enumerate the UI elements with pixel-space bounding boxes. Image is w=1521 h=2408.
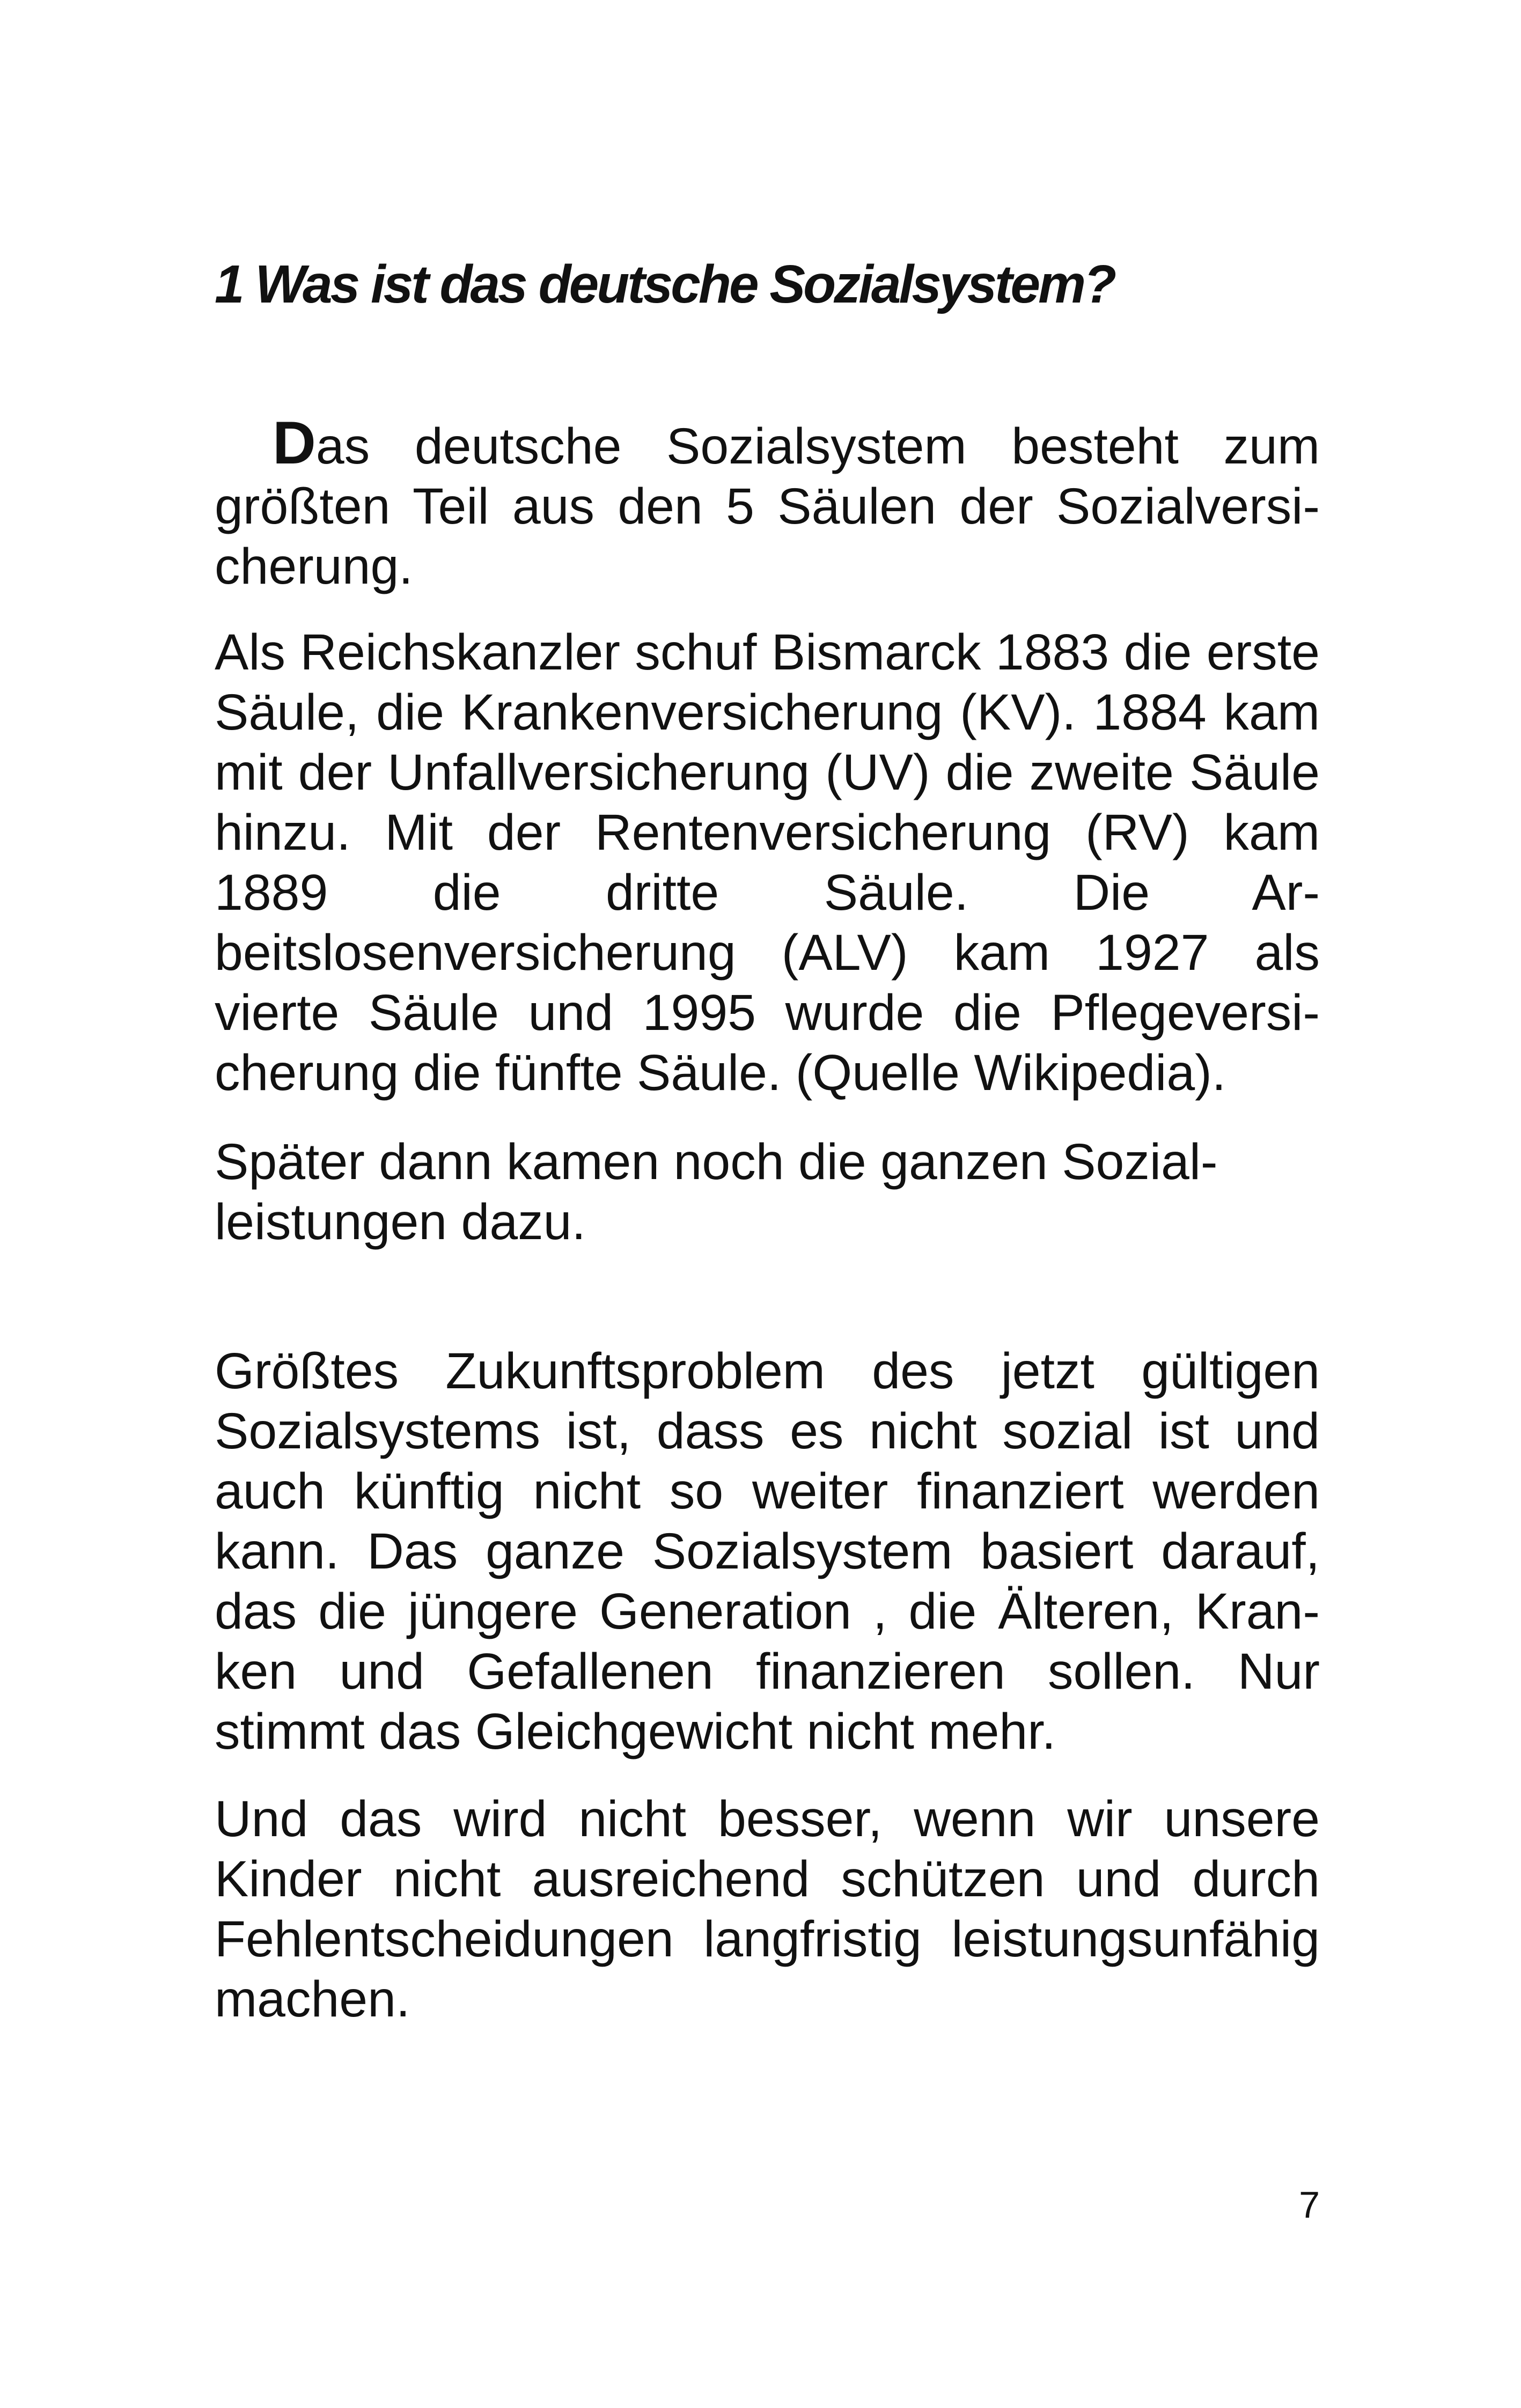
paragraph-history: Als Reichskanzler schuf Bismarck 1883 die erste Säule, die Krankenversicherung (KV). 1884 kam mit der Unfallversicherung (UV) die zweite Säule hinzu. Mit der Rentenversicherung (RV) kam 1889 die dritte Säule. Die Arbeitslosenversicherung (ALV) kam 1927 als vierte Säule und 1995 wurde die Pflegeversicherung die fünfte Säule. (Quelle Wikipedia).: [215, 624, 1320, 1101]
paragraph-intro-text: as deutsche Sozialsystem besteht zum größten Teil aus den 5 Säulen der Sozialversicherung.: [215, 418, 1320, 595]
paragraph-future-problem: Größtes Zukunftsproblem des jetzt gültigen Sozialsystems ist, dass es nicht sozial ist und auch künftig nicht so weiter finanziert werden kann. Das ganze Sozialsystem basiert darauf, das die jüngere Generation , die Älteren, Kranken und Gefallenen finanzieren sollen. Nur stimmt das Gleichgewicht nicht mehr.: [215, 1343, 1320, 1760]
paragraph-social-benefits: [215, 1132, 1320, 1252]
page-number: 7: [1299, 2184, 1320, 2226]
paragraph-intro: [215, 409, 1320, 597]
paragraph-line: leistungen dazu.: [215, 1194, 586, 1250]
chapter-heading: 1 Was ist das deutsche Sozialsystem?: [215, 254, 1115, 314]
paragraph-line: Später dann kamen noch die ganzen Sozial-: [215, 1133, 1218, 1190]
paragraph-children: Und das wird nicht besser, wenn wir unsere Kinder nicht ausreichend schützen und durch Fehlentscheidungen langfristig leistungsunfähig machen.: [215, 1791, 1320, 2028]
drop-cap-initial: D: [273, 409, 316, 476]
